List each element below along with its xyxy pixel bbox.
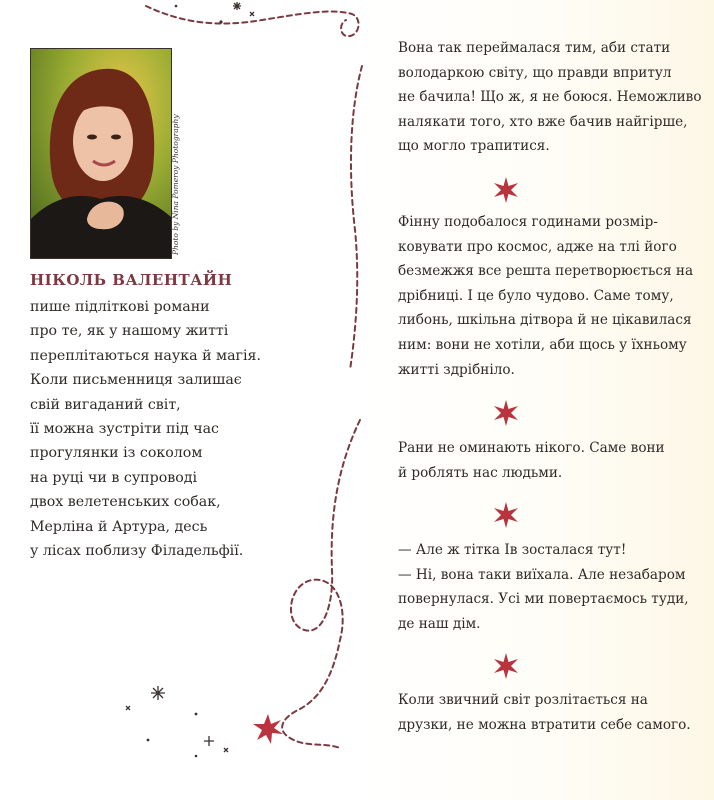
- quote-2: [398, 210, 693, 382]
- quote-line: Коли звичний світ розлітається на: [398, 692, 648, 708]
- quote-line: що могло трапитися.: [398, 138, 550, 155]
- quote-line: либонь, шкільна дітвора й не цікавилася: [398, 312, 692, 329]
- quote-4: [398, 538, 689, 636]
- quote-1: [398, 36, 702, 159]
- red-star-icon: [492, 652, 520, 680]
- quote-line: — Ні, вона таки виїхала. Але незабаром: [398, 566, 686, 583]
- quote-line: Рани не оминають нікого. Саме вони: [398, 440, 665, 456]
- quote-line: де наш дім.: [398, 615, 481, 632]
- bio-line: Коли письменниця залишає: [30, 372, 242, 389]
- quote-line: й роблять нас людьми.: [398, 464, 563, 481]
- bio-line: на руці чи в супроводі: [30, 469, 198, 486]
- bio-line: про те, як у нашому житті: [30, 323, 229, 340]
- quote-line: Фінну подобалося годинами розмір-: [398, 214, 658, 230]
- bio-line: Мерліна й Артура, десь: [30, 518, 208, 535]
- red-star-icon: [492, 176, 520, 204]
- bio-line: двох велетенських собак,: [30, 494, 221, 511]
- quote-line: — Але ж тітка Ів зосталася тут!: [398, 542, 627, 558]
- red-star-icon: [492, 501, 520, 529]
- quote-line: налякати того, хто вже бачив найгірше,: [398, 113, 688, 130]
- quote-line: безмежжя все решта перетворюється на: [398, 263, 694, 280]
- quote-line: повернулася. Усі ми повертаємось туди,: [398, 591, 689, 608]
- bio-line: пише підліткові романи: [30, 299, 210, 315]
- bio-line: у лісах поблизу Філадельфії.: [30, 543, 244, 560]
- quote-line: друзки, не можна втратити себе самого.: [398, 716, 691, 733]
- quote-line: дрібниці. І це було чудово. Саме тому,: [398, 287, 674, 304]
- quote-line: Вона так переймалася тим, аби стати: [398, 40, 671, 56]
- bio-line: її можна зустріти під час: [30, 421, 219, 438]
- quote-line: не бачила! Що ж, я не боюся. Неможливо: [398, 89, 702, 106]
- quote-line: житті здрібніло.: [398, 361, 515, 378]
- quote-line: ним: вони не хотіли, аби щось у їхньому: [398, 336, 687, 353]
- bio-line: свій вигаданий світ,: [30, 396, 181, 413]
- quote-line: ковувати про космос, адже на тлі його: [398, 238, 677, 255]
- quote-5: [398, 688, 691, 737]
- bio-line: переплітаються наука й магія.: [30, 347, 261, 364]
- quote-3: [398, 436, 665, 485]
- bio-line: прогулянки із соколом: [30, 445, 203, 462]
- author-name: НІКОЛЬ ВАЛЕНТАЙН: [30, 271, 233, 289]
- red-star-icon: [492, 399, 520, 427]
- author-bio: [30, 295, 261, 563]
- quote-line: володаркою світу, що правди впритул: [398, 64, 672, 81]
- photo-credit: Photo by Nina Pomeroy Photography: [171, 114, 180, 255]
- author-photo: [30, 48, 172, 259]
